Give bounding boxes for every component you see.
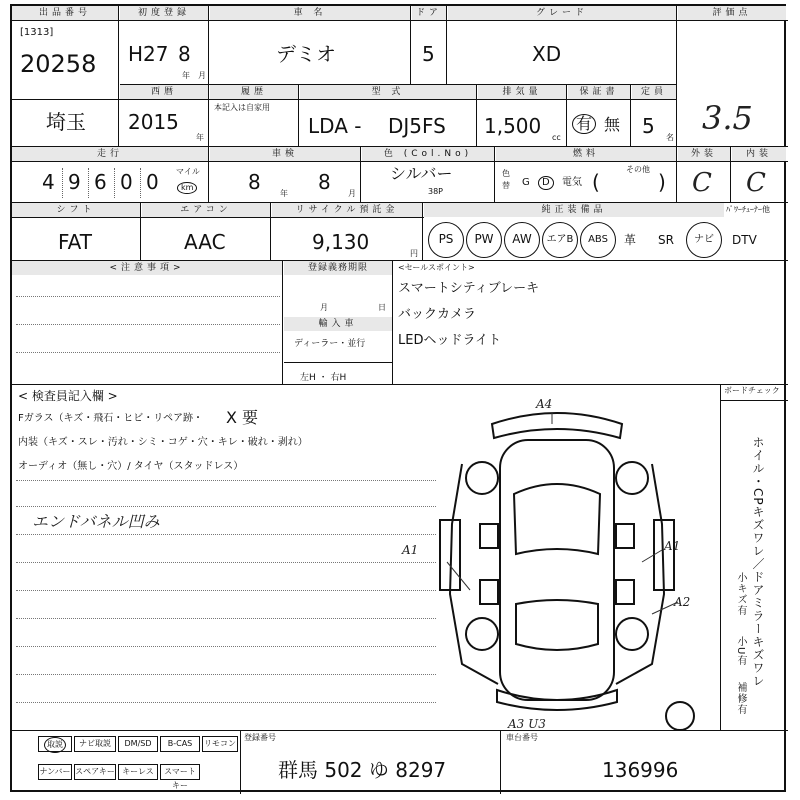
header-sales-points: <セールスポイント> (398, 263, 475, 272)
equipment-abs: ABS (580, 222, 616, 258)
plate-number: 群馬 502 ゆ 8297 (278, 758, 447, 782)
header-displacement: 排気量 (478, 85, 566, 99)
warranty-yes: 有 (572, 114, 596, 134)
header-color: 色 (Col.No) (362, 147, 494, 161)
model-code: DJ5FS (388, 114, 446, 138)
handle-side: 左H ・ 右H (300, 373, 347, 383)
prefecture: 埼玉 (46, 110, 86, 134)
displacement-value: 1,500 (484, 114, 542, 138)
aircon-value: AAC (184, 230, 226, 254)
shift-value: FAT (58, 230, 93, 254)
header-aircon: エアコン (142, 203, 270, 217)
first-reg-month: 8 (178, 42, 191, 66)
header-plate: 登録番号 (244, 733, 276, 742)
header-capacity: 定員 (632, 85, 676, 99)
equipment-airbag: エアB (542, 222, 578, 258)
equipment-dtv: DTV (732, 233, 757, 247)
inspector-line-interior: 内装（キズ・スレ・汚れ・シミ・コゲ・穴・キレ・破れ・剥れ） (18, 437, 308, 448)
header-reg-period: 登録義務期限 (284, 261, 392, 275)
color-change-label: 色替 (502, 169, 510, 190)
fuel-other-label: その他 (626, 165, 650, 174)
car-name: デミオ (276, 42, 336, 66)
header-exterior: 外装 (678, 147, 730, 161)
fuel-gas: G (522, 177, 530, 188)
color-name: シルバー (390, 164, 453, 183)
exterior-grade: C (692, 168, 712, 198)
vertical-note-sub1: 小キズ有 (735, 572, 746, 616)
equipment-pw: PW (466, 222, 502, 258)
handwritten-note: エンドバネル凹み (32, 512, 160, 531)
damage-label-a3u3: A3 U3 (508, 717, 546, 731)
shaken-year: 8 (248, 170, 261, 194)
lot-code: [1313] (20, 27, 54, 38)
inspector-heading: < 検査員記入欄 > (18, 389, 118, 403)
footer-spare-key: スペアキー (74, 764, 116, 780)
shaken-month: 8 (318, 170, 331, 194)
fuel-paren-close: ) (658, 170, 666, 194)
year-suffix: 年 (196, 133, 204, 142)
header-model: 型 式 (300, 85, 476, 99)
header-fuel: 燃料 (496, 147, 676, 161)
auction-sheet (10, 4, 786, 792)
inspector-line-glass: Fガラス（キズ・飛石・ヒビ・リペア跡・ (18, 413, 204, 424)
footer-bcas: B-CAS (160, 736, 200, 752)
equipment-leather: 革 (624, 233, 637, 247)
footer-manual: 取説 (38, 736, 72, 752)
header-history: 履歴 (210, 85, 298, 99)
footer-smart-key: スマートキー (160, 764, 200, 780)
lot-number: 20258 (20, 50, 97, 78)
damage-label-a1-right: A1 (664, 539, 681, 553)
header-score: 評価点 (678, 6, 786, 20)
header-doors: ドア (412, 6, 446, 20)
interior-grade: C (746, 168, 766, 198)
fuel-paren-open: ( (592, 170, 600, 194)
doors-value: 5 (422, 42, 435, 66)
capacity-unit: 名 (666, 133, 674, 142)
mileage-digit-1: 4 (42, 170, 55, 194)
header-shaken: 車検 (210, 147, 360, 161)
header-recycle: リサイクル預託金 (272, 203, 422, 217)
shaken-year-unit: 年 (280, 189, 288, 198)
header-shift: シフト (12, 203, 140, 217)
mileage-digit-3: 6 (94, 170, 107, 194)
footer-keyless: キーレス (118, 764, 158, 780)
equipment-note: ﾊﾟﾜｰﾁｭｰﾅｰ他 (726, 205, 770, 214)
header-first-reg: 初度登録 (120, 6, 208, 20)
shaken-month-unit: 月 (348, 189, 356, 198)
header-lot-no: 出品番号 (12, 6, 118, 20)
damage-label-a1-left: A1 (402, 543, 419, 557)
header-notes: <注意事項> (12, 261, 282, 275)
first-reg-month-unit: 月 (198, 71, 206, 80)
sales-point-1: スマートシティブレーキ (398, 281, 540, 296)
first-reg-era-year: H27 (128, 42, 169, 66)
mileage-unit-mile: マイル (176, 167, 200, 176)
mileage-digit-2: 9 (68, 170, 81, 194)
header-year-west: 西暦 (120, 85, 208, 99)
displacement-unit: cc (552, 133, 561, 142)
damage-label-a4: A4 (536, 397, 553, 411)
footer-number: ナンバー (38, 764, 72, 780)
header-car-name: 車 名 (210, 6, 410, 20)
equipment-aw: AW (504, 222, 540, 258)
fuel-electric: 電気 (562, 177, 582, 188)
equipment-sr: SR (658, 233, 674, 247)
header-equipment: 純正装備品 (424, 203, 724, 217)
reg-deadline-day: 日 (378, 303, 386, 312)
mileage-unit-km: km (177, 182, 197, 194)
car-damage-diagram (392, 394, 722, 734)
color-code: 38P (428, 187, 444, 196)
model-prefix: LDA - (308, 114, 362, 138)
equipment-ps: PS (428, 222, 464, 258)
vertical-note-sub2: 小U有 (735, 636, 746, 667)
warranty-no: 無 (604, 115, 621, 134)
recycle-value: 9,130 (312, 230, 370, 254)
score-value: 3.5 (702, 99, 753, 137)
footer-remote: リモコン (202, 736, 238, 752)
recycle-unit: 円 (410, 249, 418, 258)
equipment-navi: ナビ (686, 222, 722, 258)
fuel-diesel: D (538, 176, 554, 190)
glass-mark: X 要 (226, 408, 259, 427)
mileage-digit-5: 0 (146, 170, 159, 194)
vertical-note-main: ホイル・CPキズワレ／ドアミラーキズワレ (751, 436, 765, 688)
sales-point-2: バックカメラ (398, 307, 477, 322)
header-check: ボードチェック (724, 386, 780, 395)
mileage-digit-4: 0 (120, 170, 133, 194)
import-type: ディーラー・並行 (294, 339, 366, 349)
reg-deadline-month: 月 (320, 303, 328, 312)
header-chassis: 車台番号 (506, 733, 538, 742)
footer-navi-manual: ナビ取説 (74, 736, 116, 752)
first-reg-year-unit: 年 (182, 71, 190, 80)
sales-point-3: LEDヘッドライト (398, 333, 502, 348)
vertical-note-sub3: 補修有 (735, 682, 746, 715)
header-grade: グレード (448, 6, 676, 20)
header-interior: 内装 (732, 147, 786, 161)
footer-dm-sd: DM/SD (118, 736, 158, 752)
capacity-value: 5 (642, 114, 655, 138)
header-import: 輸入車 (284, 317, 392, 331)
header-mileage: 走行 (12, 147, 208, 161)
year-western: 2015 (128, 110, 179, 134)
grade-value: XD (532, 42, 562, 66)
chassis-number: 136996 (602, 758, 679, 782)
damage-label-a2: A2 (674, 595, 691, 609)
header-warranty: 保証書 (568, 85, 630, 99)
inspector-line-audio: オーディオ（無し・穴）/ タイヤ（スタッドレス） (18, 461, 244, 472)
history-note: 本記入は自家用 (214, 103, 270, 112)
